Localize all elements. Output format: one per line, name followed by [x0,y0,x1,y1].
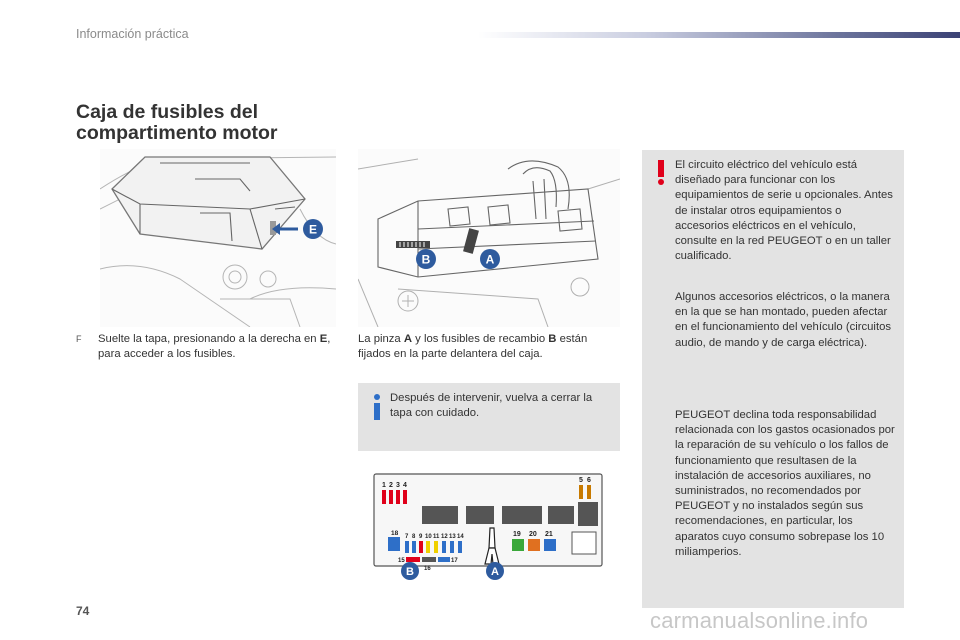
fusebox-open-illustration [358,149,620,327]
para-a-t2: y los fusibles de recambio [412,333,549,345]
fuse-3 [396,490,400,504]
fusebox-diagram [358,464,620,584]
page-title [76,102,278,144]
fuse-20 [528,539,540,551]
fuse-slot-empty [572,532,596,554]
info-box [358,383,620,451]
fuse-label-16: 16 [424,566,431,572]
fuse-21 [544,539,556,551]
warning-exclamation-icon [654,158,668,186]
header-gradient-bar [478,32,960,38]
fuse-label-15: 15 [398,558,405,564]
relay-3 [502,506,542,524]
warning-box [642,150,904,608]
step-bullet: F [76,334,82,344]
fuse-12 [442,541,446,553]
para-a-t3: están fijados en la parte delantera del caja. [358,333,588,360]
para-a-t1: La pinza [358,333,404,345]
fuse-label-18: 18 [391,530,399,537]
relay-2 [466,506,494,524]
fuse-label-20: 20 [529,531,537,538]
fuse-6 [587,485,591,499]
fuse-5 [579,485,583,499]
fuse-4 [403,490,407,504]
fuse-label-11: 11 [433,534,440,540]
fuse-label-19: 19 [513,531,521,538]
fuse-11 [434,541,438,553]
fuse-label-1: 1 [382,482,386,489]
fuse-label-10: 10 [425,534,432,540]
fuse-13 [450,541,454,553]
para-a-b2: B [548,333,557,345]
fuse-label-14: 14 [457,534,464,540]
fuse-10 [426,541,430,553]
fuse-label-12: 12 [441,534,448,540]
step-release-cover [76,332,336,362]
relay-4 [548,506,574,524]
fuse-17 [438,557,450,562]
fuse-label-8: 8 [412,534,416,540]
fusebox-open-photo [358,149,620,327]
fusebox-cover-illustration [100,149,336,327]
fuse-label-13: 13 [449,534,456,540]
step-text-after: , para acceder a los fusibles. [98,333,331,360]
fuse-14 [458,541,462,553]
fuse-label-17: 17 [451,558,458,564]
step-text-before: Suelte la tapa, presionando a la derecha en [98,333,320,345]
relay-1 [422,506,458,524]
fuse-label-6: 6 [587,477,591,484]
fusebox-cover-photo [100,149,336,327]
fuse-label-3: 3 [396,482,400,489]
section-header: Información práctica [76,27,189,41]
fuse-7 [405,541,409,553]
fuse-16 [422,557,436,562]
fuse-label-21: 21 [545,531,553,538]
step-text [98,332,336,362]
fuse-1 [382,490,386,504]
fuse-label-4: 4 [403,482,407,489]
fuse-19 [512,539,524,551]
fuse-9 [419,541,423,553]
diagram-callout-a-label: A [491,566,499,578]
warning-paragraph-1: El circuito eléctrico del vehículo está diseñado para funcionar con los equipamientos de serie u opcionales. Antes de instalar otros equipamientos o accesorios eléctricos en el vehículo, consulte en la red PEUGEOT o en un taller cualificado. [675,159,893,263]
fuse-18 [388,537,400,551]
info-text: Después de intervenir, vuelva a cerrar la tapa con cuidado. [390,392,593,419]
callout-b-label: B [421,252,431,267]
callout-a-label: A [485,252,495,267]
info-icon [370,393,384,421]
fusebox-diagram-svg [358,464,620,584]
fuse-label-2: 2 [389,482,393,489]
diagram-callout-b-label: B [406,566,414,578]
fuse-label-9: 9 [419,534,423,540]
page-number: 74 [76,604,90,618]
fuse-label-5: 5 [579,477,583,484]
relay-5 [578,502,598,526]
warning-paragraph-2: Algunos accesorios eléctricos, o la manera en la que se han montado, pueden afectar en el funcionamiento del vehículo (circuitos audio, de mando y de carga eléctrica). [675,291,892,349]
fuse-8 [412,541,416,553]
watermark: carmanualsonline.info [650,608,869,633]
para-a-b1: A [403,333,413,345]
clip-and-spares-paragraph [358,332,620,362]
warning-paragraph-3: PEUGEOT declina toda responsabilidad relacionada con los gastos ocasionados por la reparación de su vehículo o los fallos de funcionamiento que resultasen de la instalación de accesorios auxiliares, no suministrados, no recomendados por PEUGEOT y no instalados según sus recomendaciones, en particular, los aparatos cuyo consumo sobrepase los 10 miliamperios. [675,409,895,558]
callout-e-label: E [308,222,318,237]
title-line-1: Caja de fusibles del [76,101,259,123]
fuse-15 [406,557,420,562]
fuse-2 [389,490,393,504]
step-text-bold: E [319,333,328,345]
fuse-label-7: 7 [405,534,409,540]
title-line-2: compartimento motor [76,122,278,144]
